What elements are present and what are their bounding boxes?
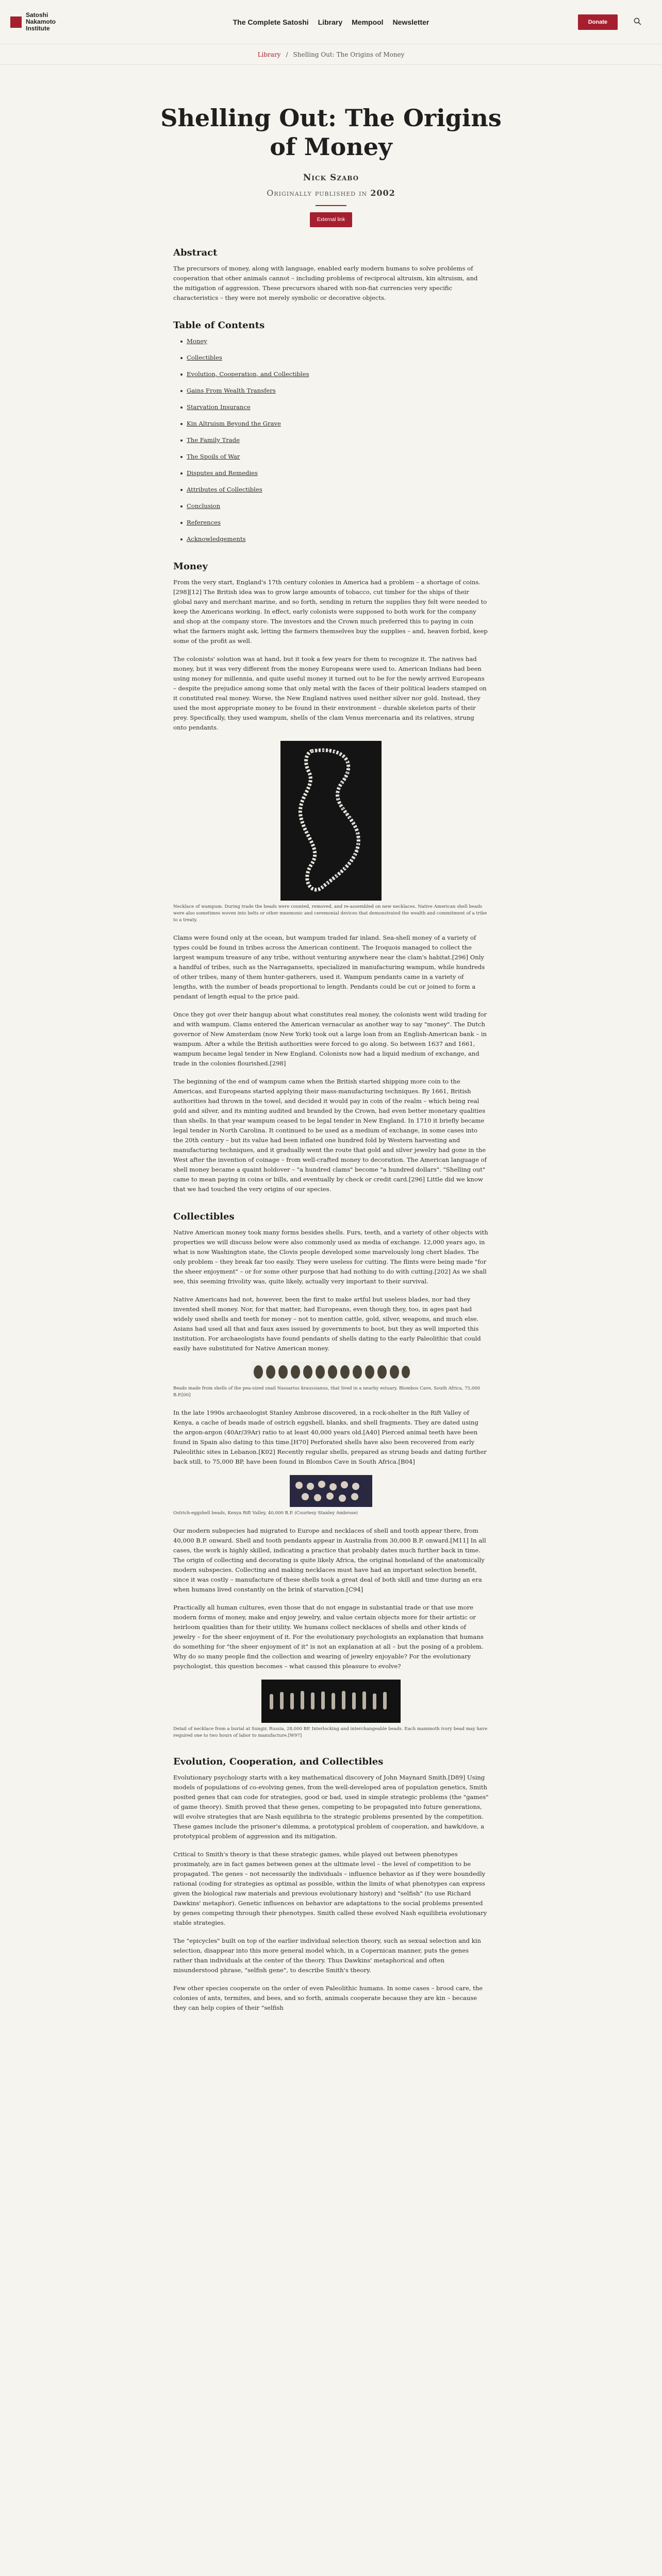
toc-link-evolution[interactable]: Evolution, Cooperation, and Collectibles (187, 370, 309, 378)
donate-button[interactable]: Donate (578, 14, 618, 30)
figure-caption: Detail of necklace from a burial at Sungir, Russia, 28,000 BP. Interlocking and interchangeable beads. Each mammoth ivory bead may have required one to two hours of labor to manufacture.[W97] (173, 1726, 488, 1738)
money-heading: Money (173, 561, 208, 572)
toc-link-money[interactable]: Money (187, 337, 207, 345)
sungir-necklace-image (261, 1680, 401, 1723)
toc-item (180, 468, 489, 478)
breadcrumb-current: Shelling Out: The Origins of Money (293, 50, 405, 58)
toc-item (180, 336, 489, 346)
article-body (173, 248, 489, 2013)
collectibles-heading: Collectibles (173, 1211, 235, 1222)
toc-item (180, 402, 489, 412)
article-title: Shelling Out: The Origins of Money (160, 104, 502, 161)
evolution-heading: Evolution, Cooperation, and Collectibles (173, 1756, 384, 1767)
toc-link-wealth-transfers[interactable]: Gains From Wealth Transfers (187, 387, 276, 394)
toc-item (180, 435, 489, 445)
table-of-contents (173, 336, 489, 544)
toc-item (180, 353, 489, 363)
breadcrumb-separator: / (286, 50, 288, 58)
figure-sungir-necklace (173, 1680, 489, 1739)
collectibles-paragraph: Our modern subspecies had migrated to Europe and necklaces of shell and tooth appear there, from 40,000 B.P. onward. Shell and tooth pendants appear in Australia from 30,000 B.P. onward.[M11] In all cases, the work is highly skilled, indicating a practice that probably dates much further back in time. The origin of collecting and decorating is quite likely Africa, the original homeland of the anatomically modern subspecies. Collecting and making necklaces must have had an important selection benefit, since it was costly – manufacture of these shells took a great deal of both skill and time during an era when humans lived constantly on the brink of starvation.[C94] (173, 1527, 486, 1593)
breadcrumb-library[interactable]: Library (257, 50, 281, 58)
money-paragraph: Clams were found only at the ocean, but wampum traded far inland. Sea-shell money of a variety of types could be found in tribes across the American continent. The Iroquois managed to collect the largest wampum treasure of any tribe, without venturing anywhere near the clam's habitat.[296] Only a handful of tribes, such as the Narragansetts, specialized in manufacturing wampum, while hundreds of other tribes, many of them hunter-gatherers, used it. Wampum pendants came in a variety of lengths, with the number of beads proportional to length. Pendants could be cut or joined to form a pendant of length equal to the price paid. (173, 934, 485, 1000)
external-link-button[interactable]: External link (310, 212, 352, 227)
abstract-heading: Abstract (173, 247, 218, 258)
toc-item (180, 501, 489, 511)
collectibles-paragraph: Practically all human cultures, even those that do not engage in substantial trade or that use more modern forms of money, make and enjoy jewelry, and value certain objects more for their artistic or heirloom qualities than for their utility. We humans collect necklaces of shells and other kinds of jewelry – for the sheer enjoyment of it. For the evolutionary psychologists an explanation that humans do something for "the sheer enjoyment of it" is not an explanation at all – but the posing of a problem. Why do so many people find the collection and wearing of jewelry enjoyable? For the evolutionary psychologist, this question becomes – what caused this pleasure to evolve? (173, 1604, 484, 1670)
search-icon[interactable] (634, 18, 641, 27)
snail-beads-image (251, 1362, 411, 1382)
toc-item (180, 534, 489, 544)
toc-item (180, 386, 489, 396)
pub-year: 2002 (370, 188, 395, 198)
abstract-text: The precursors of money, along with language, enabled early modern humans to solve problems of cooperation that other animals cannot – including problems of reciprocal altruism, kin altruism, and the mitigation of aggression. These precursors shared with non-fiat currencies very specific characteristics – they were not merely symbolic or decorative objects. (173, 265, 478, 301)
figure-caption: Necklace of wampum. During trade the beads were counted, removed, and re-assembled on new necklaces. Native American shell beads were also sometimes woven into belts or other mnemonic and ceremonial devices that demonstrated the wealth and commitment of a tribe to a treaty. (173, 904, 487, 923)
main-nav (233, 18, 429, 26)
pub-prefix: Originally published in (267, 188, 368, 198)
evolution-paragraph: The "epicycles" built on top of the earlier individual selection theory, such as sexual selection and kin selection, disappear into this more general model which, in a Copernican manner, puts the genes rather than individuals at the center of the theory. Thus Dawkins' metaphorical and often misunderstood phrase, "selfish gene", to describe Smith's theory. (173, 1937, 481, 1974)
toc-heading: Table of Contents (173, 320, 265, 331)
toc-item (180, 369, 489, 379)
money-paragraph: From the very start, England's 17th century colonies in America had a problem – a shortage of coins.[298][12] The British idea was to grow large amounts of tobacco, cut timber for the ships of their global navy and merchant marine, and so forth, sending in return the supplies they felt were needed to keep the Americans working. In effect, early colonists were supposed to both work for the company and shop at the company store. The investors and the Crown much preferred this to paying in coin what the farmers might ask, letting the farmers themselves buy the supplies – and, heaven forbid, keep some of the profit as well. (173, 579, 488, 645)
collectibles-paragraph: In the late 1990s archaeologist Stanley Ambrose discovered, in a rock-shelter in the Rift Valley of Kenya, a cache of beads made of ostrich eggshell, blanks, and shell fragments. They are dated using the argon-argon (40Ar/39Ar) ratio to at least 40,000 years old.[A40] Pierced animal teeth have been found in Spain also dating to this time.[H70] Perforated shells have also been recovered from early Paleolithic sites in Lebanon.[K02] Recently regular shells, prepared as strung beads and dating further back still, to 75,000 BP, have been found in Blombos Cave in South Africa.[B04] (173, 1409, 487, 1465)
article-author[interactable]: Nick Szabo (303, 173, 359, 183)
figure-caption: Ostrich-eggshell beads, Kenya Rift Valley, 40,000 B.P. (Courtesy Stanley Ambrose) (173, 1511, 358, 1516)
figure-snail-beads (173, 1362, 489, 1399)
breadcrumb (0, 44, 662, 65)
toc-item (180, 485, 489, 495)
toc-link-collectibles[interactable]: Collectibles (187, 354, 222, 361)
toc-link-conclusion[interactable]: Conclusion (187, 502, 221, 510)
money-paragraph: Once they got over their hangup about what constitutes real money, the colonists went wild trading for and with wampum. Clams entered the American vernacular as another way to say "money". The Dutch governor of New Amsterdam (now New York) took out a large loan from an English-American bank – in wampum. After a while the British authorities were forced to go along. So between 1637 and 1661, wampum became legal tender in New England. Colonists now had a liquid medium of exchange, and trade in the colonies flourished.[298] (173, 1011, 487, 1067)
evolution-paragraph: Critical to Smith's theory is that these strategic games, while played out between phenotypes proximately, are in fact games between genes at the ultimate level – the level of competition to be propagated. The genes – not necessarily the individuals – influence behavior as if they were boundedly rational (coding for strategies as optimal as possible, within the limits of what phenotypes can express given the biological raw materials and previous evolutionary history) and "selfish" (to use Richard Dawkins' metaphor). Genetic influences on behavior are adaptations to the social problems presented by genes competing through their phenotypes. Smith called these evolved Nash equilibria evolutionary stable strategies. (173, 1851, 487, 1926)
logo-icon (10, 16, 22, 28)
toc-link-attributes[interactable]: Attributes of Collectibles (187, 486, 262, 493)
toc-item (180, 419, 489, 429)
evolution-paragraph: Evolutionary psychology starts with a key mathematical discovery of John Maynard Smith.[D89] Using models of populations of co-evolving genes, from the well-developed area of population genetics, Smith posited genes that can code for strategies, good or bad, used in simple strategic problems (the "games" of game theory). Smith proved that these genes, competing to be propagated into future generations, will evolve strategies that are Nash equilibria to the strategic problems presented by the competition. These games include the prisoner's dilemma, a prototypical problem of cooperation, and hawk/dove, a prototypical problem of aggression and its mitigation. (173, 1774, 489, 1840)
toc-link-spoils-of-war[interactable]: The Spoils of War (187, 453, 240, 460)
collectibles-paragraph: Native Americans had not, however, been the first to make artful but useless blades, nor had they invented shell money. Nor, for that matter, had Europeans, even though they, too, in ages past had widely used shells and teeth for money – not to mention cattle, gold, silver, weapons, and much else. Asians had used all that and faux axes issued by governments to boot, but they as well imported this institution. For archaeologists have found pendants of shells dating to the early Paleolithic that could easily have substituted for Native American money. (173, 1296, 481, 1352)
evolution-paragraph: Few other species cooperate on the order of even Paleolithic humans. In some cases – brood care, the colonies of ants, termites, and bees, and so forth, animals cooperate because they are kin – because they can help copies of their "selfish (173, 1985, 483, 2011)
money-paragraph: The beginning of the end of wampum came when the British started shipping more coin to the Americas, and Europeans started applying their mass-manufacturing techniques. By 1661, British authorities had thrown in the towel, and decided it would pay in coin of the realm – which being real gold and silver, and its minting audited and branded by the Crown, had even better monetary qualities than shells. In that year wampum ceased to be legal tender in New England. In 1710 it briefly became legal tender in North Carolina. It continued to be used as a medium of exchange, in some cases into the 20th century – but its value had been inflated one hundred fold by Western harvesting and manufacturing techniques, and it gradually went the route that gold and silver jewelry had gone in the West after the invention of coinage – from well-crafted money to decoration. The American language of shell money became a quaint holdover – "a hundred clams" become "a hundred dollars". "Shelling out" came to mean paying in coins or bills, and eventually by check or credit card.[296] Little did we know that we had touched the very origins of our species. (173, 1078, 487, 1193)
figure-caption: Beads made from shells of the pea-sized snail Nassarius kraussianus, that lived in a nearby estuary. Blombos Cave, South Africa, 75,000 B.P.[00] (173, 1386, 481, 1398)
toc-link-starvation-insurance[interactable]: Starvation Insurance (187, 403, 251, 411)
article-header (0, 65, 662, 227)
publication-info (0, 188, 662, 198)
toc-link-family-trade[interactable]: The Family Trade (187, 436, 240, 444)
toc-link-references[interactable]: References (187, 519, 221, 526)
wampum-image (280, 741, 382, 901)
toc-item (180, 518, 489, 528)
site-header (0, 0, 662, 44)
money-paragraph: The colonists' solution was at hand, but it took a few years for them to recognize it. The natives had money, but it was very different from the money Europeans were used to. American Indians had been using money for millennia, and quite useful money it turned out to be for the newly arrived Europeans – despite the prejudice among some that only metal with the faces of their political leaders stamped on it constituted real money. Worse, the New England natives used neither silver nor gold. Instead, they used the most appropriate money to be found in their environment – durable skeleton parts of their prey. Specifically, they used wampum, shells of the clam Venus mercenaria and its relatives, strung onto pendants. (173, 655, 487, 731)
title-divider (316, 205, 346, 206)
toc-link-acknowledgements[interactable]: Acknowledgements (187, 535, 246, 543)
collectibles-paragraph: Native American money took many forms besides shells. Furs, teeth, and a variety of other objects with properties we will discuss below were also commonly used as media of exchange. 12,000 years ago, in what is now Washington state, the Clovis people developed some marvelously long chert blades. The only problem – they break far too easily. They were useless for cutting. The flints were being made "for the sheer enjoyment" – or for some other purpose that had nothing to do with cutting.[202] As we shall see, this seeming frivolity was, quite likely, actually very important to their survival. (173, 1229, 488, 1285)
figure-wampum (173, 741, 489, 924)
toc-link-disputes[interactable]: Disputes and Remedies (187, 469, 258, 477)
nav-mempool[interactable]: Mempool (352, 18, 384, 26)
site-logo[interactable] (10, 12, 75, 32)
toc-link-kin-altruism[interactable]: Kin Altruism Beyond the Grave (187, 420, 281, 427)
nav-newsletter[interactable]: Newsletter (392, 18, 429, 26)
figure-ostrich-beads (173, 1475, 489, 1517)
ostrich-beads-image (290, 1475, 372, 1507)
nav-library[interactable]: Library (318, 18, 343, 26)
toc-item (180, 452, 489, 462)
nav-complete-satoshi[interactable]: The Complete Satoshi (233, 18, 309, 26)
logo-text: Satoshi Nakamoto Institute (26, 11, 56, 32)
